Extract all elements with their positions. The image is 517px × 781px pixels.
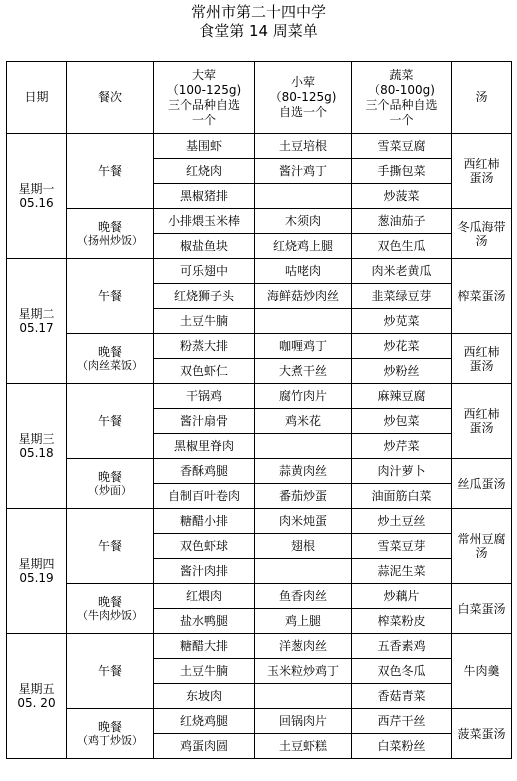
dish-small: 肉米炖蛋 <box>255 509 352 534</box>
soup-cell <box>452 459 512 509</box>
header-vegetable <box>352 62 452 134</box>
day-cell <box>7 134 67 259</box>
day-cell <box>7 384 67 509</box>
soup-line: 汤 <box>475 233 488 248</box>
lunch-label-cell <box>67 509 154 584</box>
header-veg-line: 蔬菜 <box>389 67 414 82</box>
dish-big: 可乐翅中 <box>154 259 255 284</box>
dinner-label-cell <box>67 334 154 384</box>
header-big-line: （100-125g) <box>166 82 242 97</box>
dish-veg: 香菇青菜 <box>352 684 452 709</box>
soup-cell <box>452 334 512 384</box>
dish-veg: 肉米老黄瓜 <box>352 259 452 284</box>
soup-line: 菠菜蛋汤 <box>457 726 506 741</box>
dish-big: 土豆牛腩 <box>154 659 255 684</box>
lunch-label: 午餐 <box>97 164 122 178</box>
soup-line: 蛋汤 <box>469 171 494 185</box>
dish-veg: 油面筋白菜 <box>352 484 452 509</box>
lunch-label: 午餐 <box>97 289 122 303</box>
dish-big: 酱汁肉排 <box>154 559 255 584</box>
dish-big: 酱汁扇骨 <box>154 409 255 434</box>
dinner-staple: （鸡丁炒饭） <box>77 733 143 747</box>
dish-veg: 手撕包菜 <box>352 159 452 184</box>
soup-cell <box>452 384 512 459</box>
soup-line: 西红柿 <box>463 407 500 421</box>
soup-cell <box>452 209 512 259</box>
soup-cell <box>452 134 512 209</box>
day-name: 星期四 <box>18 557 55 571</box>
menu-row <box>7 259 512 284</box>
lunch-label-cell <box>67 634 154 709</box>
soup-cell <box>452 634 512 709</box>
dish-big: 小排煨玉米棒 <box>154 209 255 234</box>
day-name: 星期二 <box>18 307 55 321</box>
dish-small: 番茄炒蛋 <box>255 484 352 509</box>
dinner-staple: （扬州炒饭） <box>77 233 143 247</box>
day-cell <box>7 509 67 634</box>
dish-small: 鸡米花 <box>255 409 352 434</box>
lunch-label: 午餐 <box>97 664 122 678</box>
dish-veg: 炒粉丝 <box>352 359 452 384</box>
soup-cell <box>452 509 512 584</box>
dish-veg: 炒芹菜 <box>352 434 452 459</box>
menu-row <box>7 584 512 609</box>
header-row <box>7 62 512 134</box>
day-name: 星期一 <box>18 182 55 196</box>
header-veg-line: 一个 <box>389 112 414 127</box>
dish-small: 红烧鸡上腿 <box>255 234 352 259</box>
school-title: 常州市第二十四中学 <box>190 3 326 21</box>
soup-cell <box>452 709 512 759</box>
soup-line: 丝瓜蛋汤 <box>457 476 506 491</box>
soup-line: 蛋汤 <box>469 421 494 435</box>
soup-line: 常州豆腐 <box>457 532 506 546</box>
header-veg-line: （80-100g) <box>368 82 435 97</box>
dish-veg: 双色冬瓜 <box>352 659 452 684</box>
dish-big: 土豆牛腩 <box>154 309 255 334</box>
dish-small: 土豆培根 <box>255 134 352 159</box>
menu-row <box>7 384 512 409</box>
dish-veg: 五香素鸡 <box>352 634 452 659</box>
dinner-label-cell <box>67 209 154 259</box>
soup-cell <box>452 584 512 634</box>
dinner-label: 晚餐 <box>97 219 122 234</box>
dinner-label: 晚餐 <box>97 469 122 484</box>
soup-line: 西红柿 <box>463 344 500 359</box>
dish-veg: 韭菜绿豆芽 <box>352 284 452 309</box>
dish-big: 自制百叶卷肉 <box>154 484 255 509</box>
dinner-staple: （炒面） <box>88 483 132 497</box>
dish-big: 鸡蛋肉圆 <box>154 734 255 759</box>
header-big-line: 大荤 <box>191 67 216 82</box>
dish-small <box>255 309 352 334</box>
soup-line: 西红柿 <box>463 157 500 171</box>
dish-small: 酱汁鸡丁 <box>255 159 352 184</box>
dish-veg: 炒花菜 <box>352 334 452 359</box>
dish-small: 土豆虾糕 <box>255 734 352 759</box>
menu-row <box>7 509 512 534</box>
dish-big: 盐水鸭腿 <box>154 609 255 634</box>
dish-small: 咖喱鸡丁 <box>255 334 352 359</box>
day-date: 05.16 <box>19 196 54 210</box>
header-small-line: 小荤 <box>290 75 315 89</box>
dish-big: 红烧狮子头 <box>154 284 255 309</box>
dish-small: 木须肉 <box>255 209 352 234</box>
dish-small <box>255 559 352 584</box>
dish-veg: 炒藕片 <box>352 584 452 609</box>
day-date: 05.18 <box>19 446 54 460</box>
dish-veg: 西芹干丝 <box>352 709 452 734</box>
menu-row <box>7 634 512 659</box>
header-date: 日期 <box>7 62 67 134</box>
dinner-label: 晚餐 <box>97 344 122 359</box>
dinner-label-cell <box>67 584 154 634</box>
dish-big: 红烧肉 <box>154 159 255 184</box>
dish-big: 糖醋小排 <box>154 509 255 534</box>
day-date: 05.17 <box>19 321 54 335</box>
dish-small: 鱼香肉丝 <box>255 584 352 609</box>
dish-big: 基围虾 <box>154 134 255 159</box>
dish-small: 翅根 <box>255 534 352 559</box>
day-cell <box>7 259 67 384</box>
day-name: 星期三 <box>18 432 55 446</box>
dish-veg: 双色生瓜 <box>352 234 452 259</box>
header-big-line: 三个品种自选 <box>167 97 240 112</box>
lunch-label: 午餐 <box>97 539 122 553</box>
dish-small: 玉米粒炒鸡丁 <box>255 659 352 684</box>
header-big-meat <box>154 62 255 134</box>
dish-big: 椒盐鱼块 <box>154 234 255 259</box>
header-meal: 餐次 <box>67 62 154 134</box>
dish-veg: 榨菜粉皮 <box>352 609 452 634</box>
menu-row <box>7 459 512 484</box>
header-veg-line: 三个品种自选 <box>365 97 438 112</box>
header-small-meat <box>255 62 352 134</box>
lunch-label-cell <box>67 259 154 334</box>
menu-subtitle: 食堂第 14 周菜单 <box>199 22 318 40</box>
menu-table <box>6 61 512 759</box>
dish-big: 粉蒸大排 <box>154 334 255 359</box>
menu-row <box>7 334 512 359</box>
soup-line: 冬瓜海带 <box>457 219 506 234</box>
day-name: 星期五 <box>18 682 55 696</box>
dish-veg: 肉汁萝卜 <box>352 459 452 484</box>
dish-veg: 炒包菜 <box>352 409 452 434</box>
menu-row <box>7 709 512 734</box>
dish-small: 蒜黄肉丝 <box>255 459 352 484</box>
soup-line: 白菜蛋汤 <box>457 601 506 616</box>
header-big-line: 一个 <box>191 112 216 127</box>
dish-small: 大煮干丝 <box>255 359 352 384</box>
dish-big: 双色虾球 <box>154 534 255 559</box>
dish-veg: 炒苋菜 <box>352 309 452 334</box>
soup-line: 汤 <box>475 546 488 560</box>
dish-small: 回锅肉片 <box>255 709 352 734</box>
dish-veg: 葱油茄子 <box>352 209 452 234</box>
dish-small: 鸡上腿 <box>255 609 352 634</box>
dish-veg: 雪菜豆腐 <box>352 134 452 159</box>
soup-cell <box>452 259 512 334</box>
dish-small: 咕咾肉 <box>255 259 352 284</box>
dish-small <box>255 184 352 209</box>
soup-line: 榨菜蛋汤 <box>457 289 506 303</box>
dish-big: 香酥鸡腿 <box>154 459 255 484</box>
dish-veg: 麻辣豆腐 <box>352 384 452 409</box>
dish-small <box>255 434 352 459</box>
dinner-label-cell <box>67 459 154 509</box>
dish-big: 黑椒猪排 <box>154 184 255 209</box>
dish-veg: 雪菜豆芽 <box>352 534 452 559</box>
menu-row <box>7 134 512 159</box>
dish-veg: 蒜泥生菜 <box>352 559 452 584</box>
soup-line: 牛肉羹 <box>463 664 500 678</box>
dish-big: 干锅鸡 <box>154 384 255 409</box>
dish-big: 黑椒里脊肉 <box>154 434 255 459</box>
dinner-staple: （牛肉炒饭） <box>77 608 143 622</box>
day-date: 05. 20 <box>17 696 56 710</box>
header-small-line: 自选一个 <box>278 105 327 119</box>
dish-big: 红煨肉 <box>154 584 255 609</box>
day-date: 05.19 <box>19 571 54 585</box>
menu-row <box>7 209 512 234</box>
dinner-staple: （肉丝菜饭） <box>77 358 143 372</box>
dish-big: 糖醋大排 <box>154 634 255 659</box>
dish-veg: 炒菠菜 <box>352 184 452 209</box>
dish-veg: 炒土豆丝 <box>352 509 452 534</box>
dish-small <box>255 684 352 709</box>
dish-big: 东坡肉 <box>154 684 255 709</box>
soup-line: 蛋汤 <box>469 358 494 373</box>
dinner-label-cell <box>67 709 154 759</box>
dinner-label: 晚餐 <box>97 594 122 609</box>
dish-small: 腐竹肉片 <box>255 384 352 409</box>
lunch-label: 午餐 <box>97 414 122 428</box>
dish-small: 洋葱肉丝 <box>255 634 352 659</box>
dinner-label: 晚餐 <box>97 719 122 734</box>
lunch-label-cell <box>67 384 154 459</box>
dish-big: 红烧鸡腿 <box>154 709 255 734</box>
day-cell <box>7 634 67 759</box>
dish-veg: 白菜粉丝 <box>352 734 452 759</box>
lunch-label-cell <box>67 134 154 209</box>
dish-small: 海鲜菇炒肉丝 <box>255 284 352 309</box>
dish-big: 双色虾仁 <box>154 359 255 384</box>
header-small-line: （80-125g) <box>269 90 337 104</box>
header-soup: 汤 <box>452 62 512 134</box>
